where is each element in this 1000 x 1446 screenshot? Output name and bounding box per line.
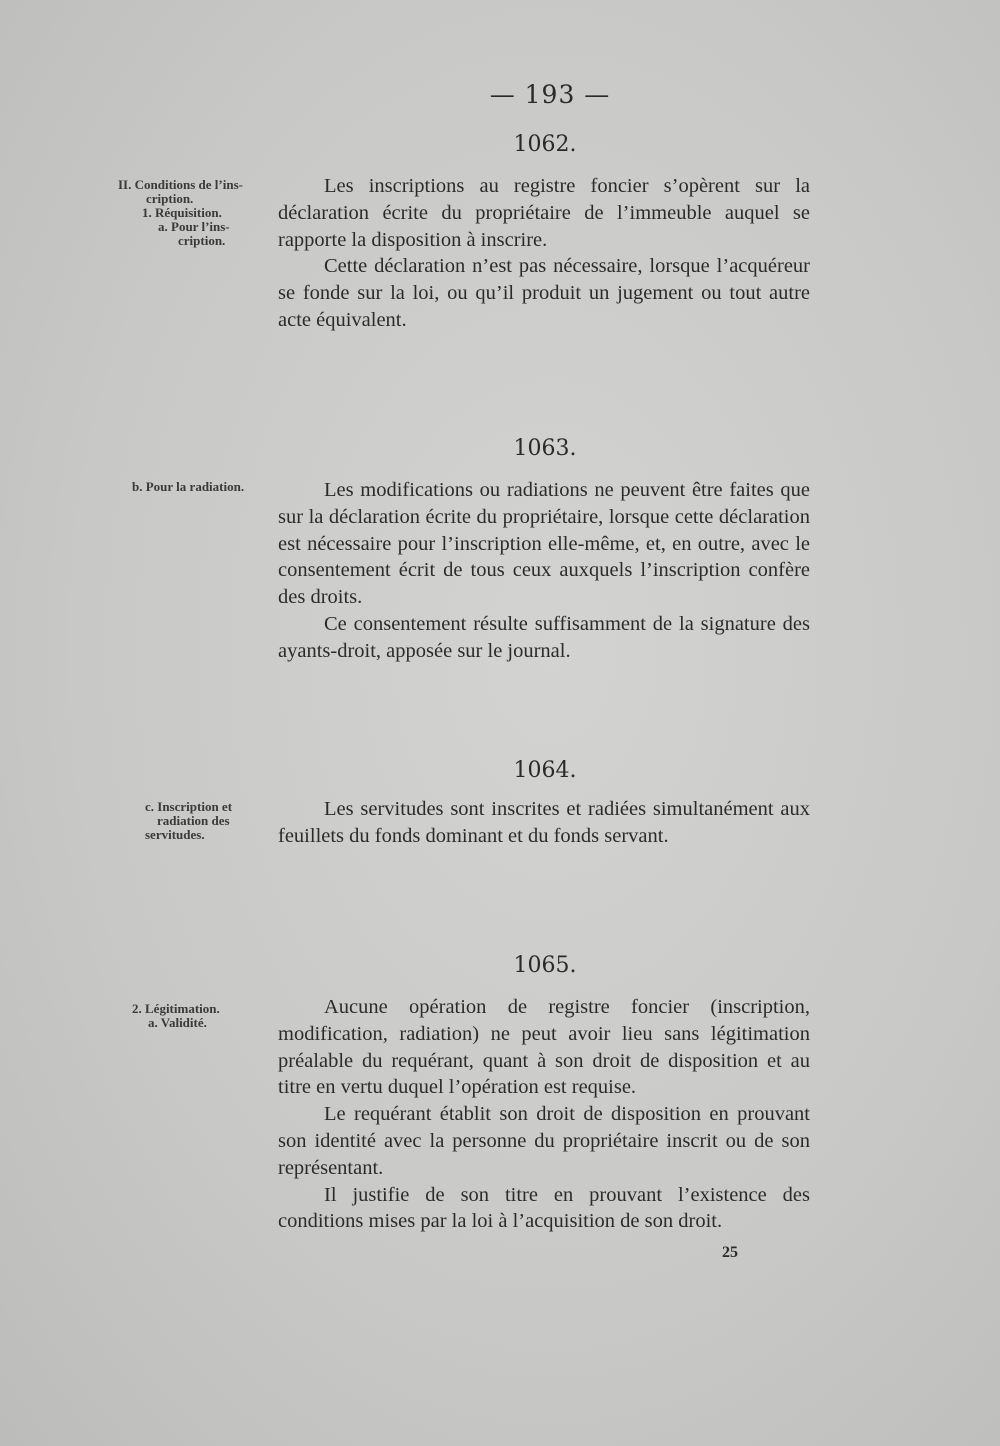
margin-note-line: b. Pour la radiation. — [132, 479, 245, 494]
margin-note-line: servitudes. — [145, 827, 205, 842]
margin-note-line: cription. — [178, 233, 226, 248]
article-number: 1063. — [513, 436, 577, 461]
paragraph: Les modifications ou radiations ne peuvent être faites que sur la déclaration écrite du propriétaire, lorsque cette déclaration est nécessaire pour l’inscription elle-même, et, en outre, avec le consentement écrit de tous ceux auxquels l’inscription confère des droits. — [278, 479, 810, 609]
margin-note-line: 2. Légitimation. — [132, 1001, 220, 1016]
paragraph: Cette déclaration n’est pas nécessaire, lorsque l’acquéreur se fonde sur la loi, ou qu’il produit un jugement ou tout autre acte équivalent. — [278, 255, 810, 331]
margin-note-line: II. Conditions de l’ins- — [118, 177, 243, 192]
margin-note-line: a. Pour l’ins- — [158, 219, 230, 234]
margin-note — [145, 800, 232, 842]
article-number: 1064. — [513, 758, 577, 783]
margin-note-line: radiation des — [157, 813, 230, 828]
page-number-header: — 193 — — [489, 80, 611, 109]
paragraph: Les inscriptions au registre foncier s’opèrent sur la déclaration écrite du propriétaire de l’immeuble auquel se rapporte la disposition à inscrire. — [278, 175, 810, 251]
article-number: 1062. — [513, 132, 577, 157]
paragraph: Il justifie de son titre en prouvant l’existence des conditions mises par la loi à l’acquisition de son droit. — [278, 1183, 810, 1233]
article-body — [278, 173, 810, 334]
paragraph: Le requérant établit son droit de disposition en prouvant son identité avec la personne du propriétaire inscrit ou de son représentant. — [278, 1103, 810, 1179]
margin-note-line: c. Inscription et — [145, 799, 233, 814]
margin-note-line: cription. — [146, 191, 194, 206]
article-body — [278, 994, 810, 1235]
margin-note — [132, 1002, 220, 1030]
article-body — [278, 477, 810, 665]
paragraph: Ce consentement résulte suffisamment de la signature des ayants-droit, apposée sur le journal. — [278, 612, 810, 662]
paragraph: Les servitudes sont inscrites et radiées simultanément aux feuillets du fonds dominant et du fonds servant. — [278, 798, 810, 847]
article-body — [278, 796, 810, 850]
paragraph: Aucune opération de registre foncier (inscription, modification, radiation) ne peut avoir lieu sans légitimation préalable du requérant, quant à son droit de disposition et au titre en vertu duquel l’opération est requise. — [278, 996, 810, 1099]
article-number: 1065. — [513, 953, 577, 978]
margin-note-line: 1. Réquisition. — [142, 205, 222, 220]
margin-note — [118, 178, 243, 248]
margin-note — [132, 480, 244, 494]
margin-note-line: a. Validité. — [148, 1015, 207, 1030]
signature-mark: 25 — [722, 1244, 738, 1261]
